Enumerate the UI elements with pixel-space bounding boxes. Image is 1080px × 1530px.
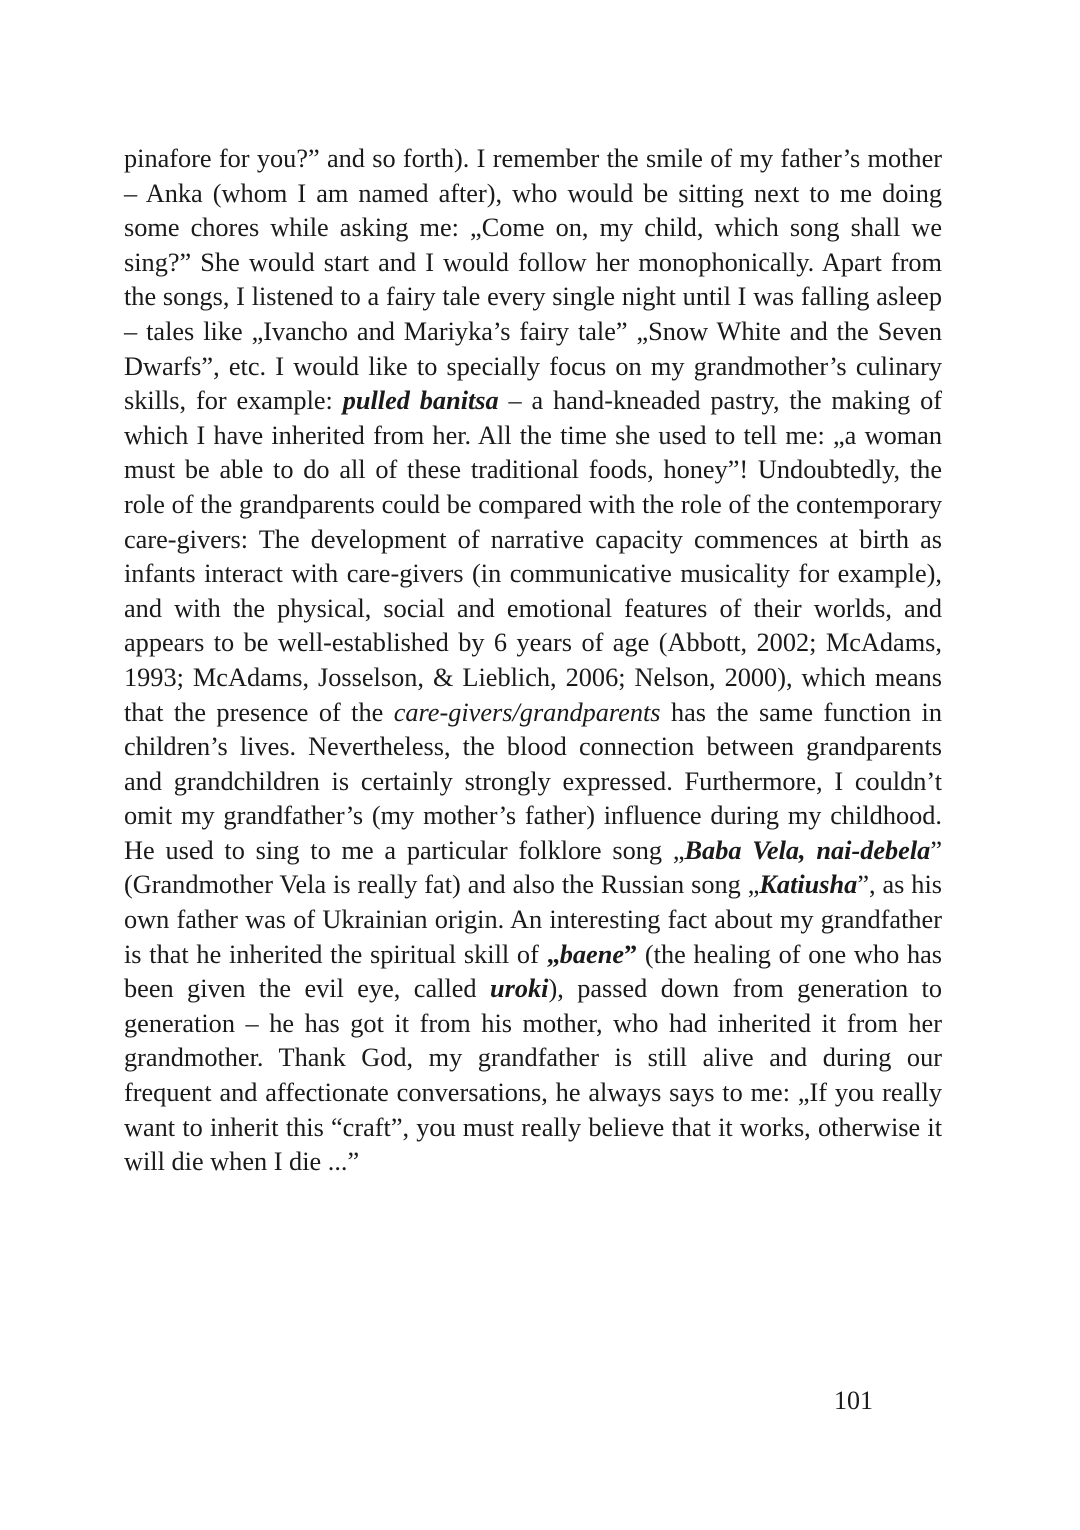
text-segment: (the healing of one who has been given the evil eye, called — [124, 939, 942, 1004]
text-segment: ” (Grandmother Vela is really fat) and also the Russian song „ — [124, 835, 942, 900]
emphasis-katiusha: Katiusha — [759, 870, 858, 900]
text-segment: ”, as his own father was of Ukrainian origin. An interesting fact about my grandfather is that he inherited the spiritual skill of — [124, 870, 942, 969]
quote-close-bold: ” — [624, 939, 638, 969]
emphasis-care-givers: care-givers/grandparents — [393, 697, 661, 727]
page-number: 101 — [834, 1386, 873, 1415]
quote-open-bold: „ — [546, 939, 560, 969]
emphasis-baene: baene — [559, 939, 624, 969]
text-segment: has the same function in children’s lives. Nevertheless, the blood connection between grandparents and grandchildren is certainly strongly expressed. Furthermore, I couldn’t omit my grandfather’s (my mother’s father) influence during my childhood. He used to sing to me a particular folklore song „ — [124, 697, 942, 865]
text-segment: – a hand-kneaded pastry, the making of which I have inherited from her. All the time she used to tell me: „a woman must be able to do all of these traditional foods, honey”! Undoubtedly, the role of the grandparents could be compared with the role of the contemporary care-givers: The development of narrative capacity commences at birth as infants interact with care-givers (in communicative musicality for example), and with the physical, social and emotional features of their worlds, and appears to be well-established by 6 years of age (Abbott, 2002; McAdams, 1993; McAdams, Josselson, & Lieblich, 2006; Nelson, 2000), which means that the presence of the — [124, 386, 943, 727]
emphasis-baba-vela: Baba Vela, nai-debela — [684, 835, 931, 865]
text-segment: ), passed down from generation to generation – he has got it from his mother, who had inherited it from her grandmother. Thank God, my grandfather is still alive and during our frequent and affectionate conversations, he always says to me: „If you really want to inherit this “craft”, you must really believe that it works, otherwise it will die when I die ...” — [124, 974, 942, 1177]
body-paragraph — [124, 142, 942, 1180]
emphasis-pulled-banitsa: pulled banitsa — [342, 386, 499, 416]
emphasis-uroki: uroki — [490, 974, 549, 1004]
text-segment: pinafore for you?” and so forth). I remember the smile of my father’s mother – Anka (whom I am named after), who would be sitting next to me doing some chores while asking me: „Come on, my child, which song shall we sing?” She would start and I would follow her monophonically. Apart from the songs, I listened to a fairy tale every single night until I was falling asleep – tales like „Ivancho and Mariyka’s fairy tale” „Snow White and the Seven Dwarfs”, etc. I would like to specially focus on my grandmother’s culinary skills, for example: — [124, 144, 942, 416]
